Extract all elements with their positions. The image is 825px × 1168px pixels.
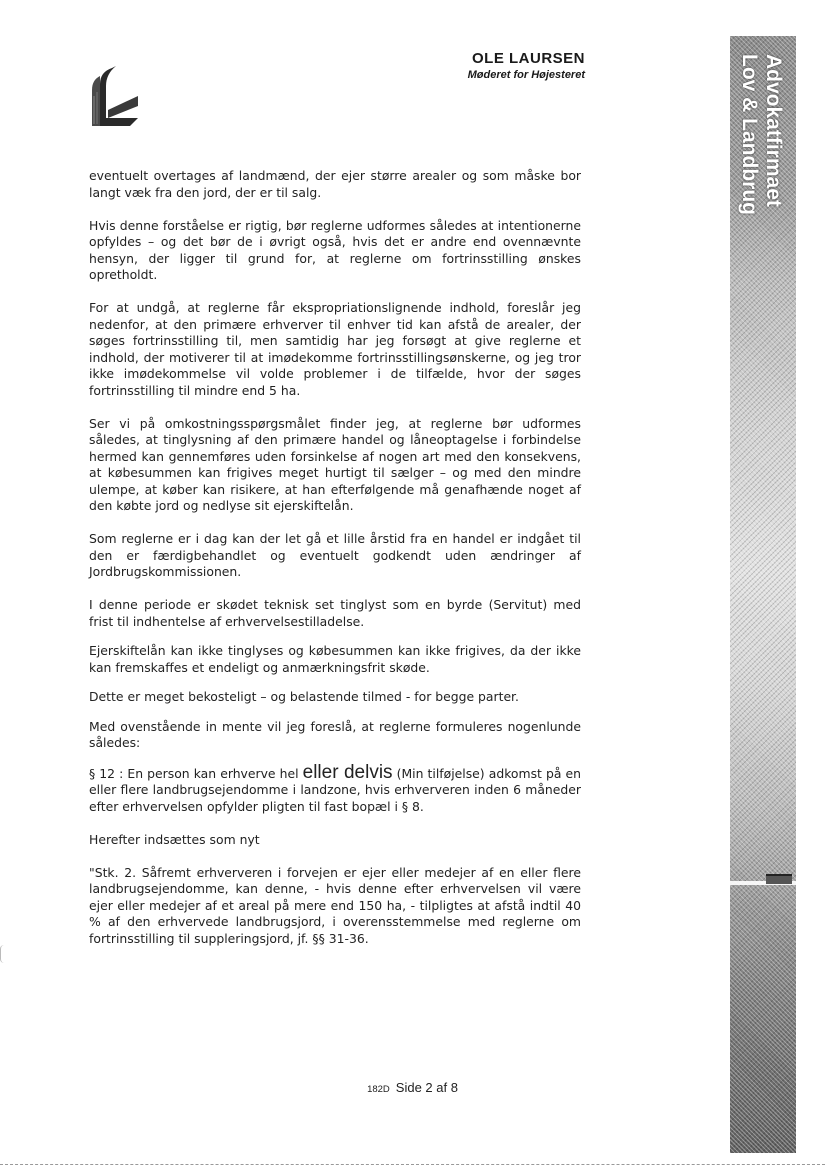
law-firm-logo-icon xyxy=(86,66,142,126)
section-12-paragraph xyxy=(89,761,581,816)
firm-owner-title: Møderet for Højesteret xyxy=(467,69,585,81)
banner-farm-building xyxy=(766,874,792,884)
section-12-text-before: § 12 : En person kan erhverve hel xyxy=(89,765,303,781)
paragraph-9: Med ovenstående in mente vil jeg foreslå, at reglerne formuleres nogenlunde således: xyxy=(89,718,581,750)
paragraph-7: Ejerskiftelån kan ikke tinglyses og købesummen kan ikke frigives, da der ikke kan fremskaffes et endeligt og anmærkningsfrit skøde. xyxy=(89,643,581,675)
section-12-text-after: adkomst på en eller flere landbrugsejendomme i landzone, hvis erhververen inden 6 måneder efter erhvervelsen opfylder pligten til fast bopæl i § 8. xyxy=(89,765,581,814)
insert-note: Herefter indsættes som nyt xyxy=(89,831,260,847)
paragraph-3: For at undgå, at reglerne får ekspropriationslignende indhold, foreslår jeg nedenfor, at den primære erhverver til enhver tid kan afstå de arealer, der søges fortrinsstilling til, men samtidig har jeg forsøgt at give reglerne et indhold, der motiverer til at imødekomme fortrinsstillingsønskerne, og jeg tror ikke imødekommelse vil volde problemer i de tilfælde, hvor der søges fortrinsstilling til mindre end 5 ha. xyxy=(89,300,581,398)
paragraph-5: Som reglerne er i dag kan der let gå et lille årstid fra en handel er indgået til den er færdigbehandlet og eventuelt godkendt uden ændringer af Jordbrugskommissionen. xyxy=(89,531,581,579)
banner-line-2: Lov & Landbrug xyxy=(738,54,761,215)
paragraph-2: Hvis denne forståelse er rigtig, bør reglerne udformes således at intentionerne opfyldes – og det bør de i øvrigt også, hvis det er andre end ovennævnte hensyn, der ligger til grund for, at reglerne om fortrinsstilling ønskes opretholdt. xyxy=(89,217,581,282)
paragraph-4: Ser vi på omkostningsspørgsmålet finder jeg, at reglerne bør udformes således, at tinglysning af den primære handel og låneoptagelse i forbindelse hermed kan gennemføres uden forsinkelse af nogen art med den konsekvens, at købesummen kan frigives meget hurtigt til sælger – og med den mindre ulempe, at køber kan risikere, at han efterfølgende må genafhænde noget af den købte jord og nedlyse sit ejerskiftelån. xyxy=(89,415,581,513)
document-code: 182D xyxy=(367,1084,390,1095)
scan-margin-mark xyxy=(0,945,9,963)
page-footer xyxy=(0,1080,825,1095)
paragraph-6: I denne periode er skødet teknisk set tinglyst som en byrde (Servitut) med frist til indhentelse af erhvervelsestilladelse. xyxy=(89,597,581,629)
paragraph-8: Dette er meget bekosteligt – og belastende tilmed - for begge parter. xyxy=(89,689,519,704)
banner-title xyxy=(736,54,790,264)
stk2-paragraph: "Stk. 2. Såfremt erhververen i forvejen er ejer eller medejer af en eller flere landbrugsejendomme, kan denne, - hvis denne efter erhvervelsen vil være ejer eller medejer af et areal på mere end 150 ha, - tilpligtes at afstå indtil 40 % af den erhvervede landbrugsjord, i overensstemmelse med reglerne om fortrinsstilling til suppleringsjord, jf. §§ 31-36. xyxy=(89,864,581,946)
letter-body xyxy=(89,168,581,964)
firm-owner-name: OLE LAURSEN xyxy=(471,50,585,67)
page-bottom-rule xyxy=(0,1164,825,1165)
paragraph-1: eventuelt overtages af landmænd, der ejer større arealer og som måske bor langt væk fra den jord, der er til salg. xyxy=(89,168,581,200)
section-12-emphasis: eller delvis xyxy=(302,761,393,783)
side-banner xyxy=(730,36,796,1153)
section-12-note: (Min tilføjelse) xyxy=(392,765,485,781)
page-number: Side 2 af 8 xyxy=(395,1080,458,1095)
banner-line-1: Advokatfirmaet xyxy=(762,54,785,207)
